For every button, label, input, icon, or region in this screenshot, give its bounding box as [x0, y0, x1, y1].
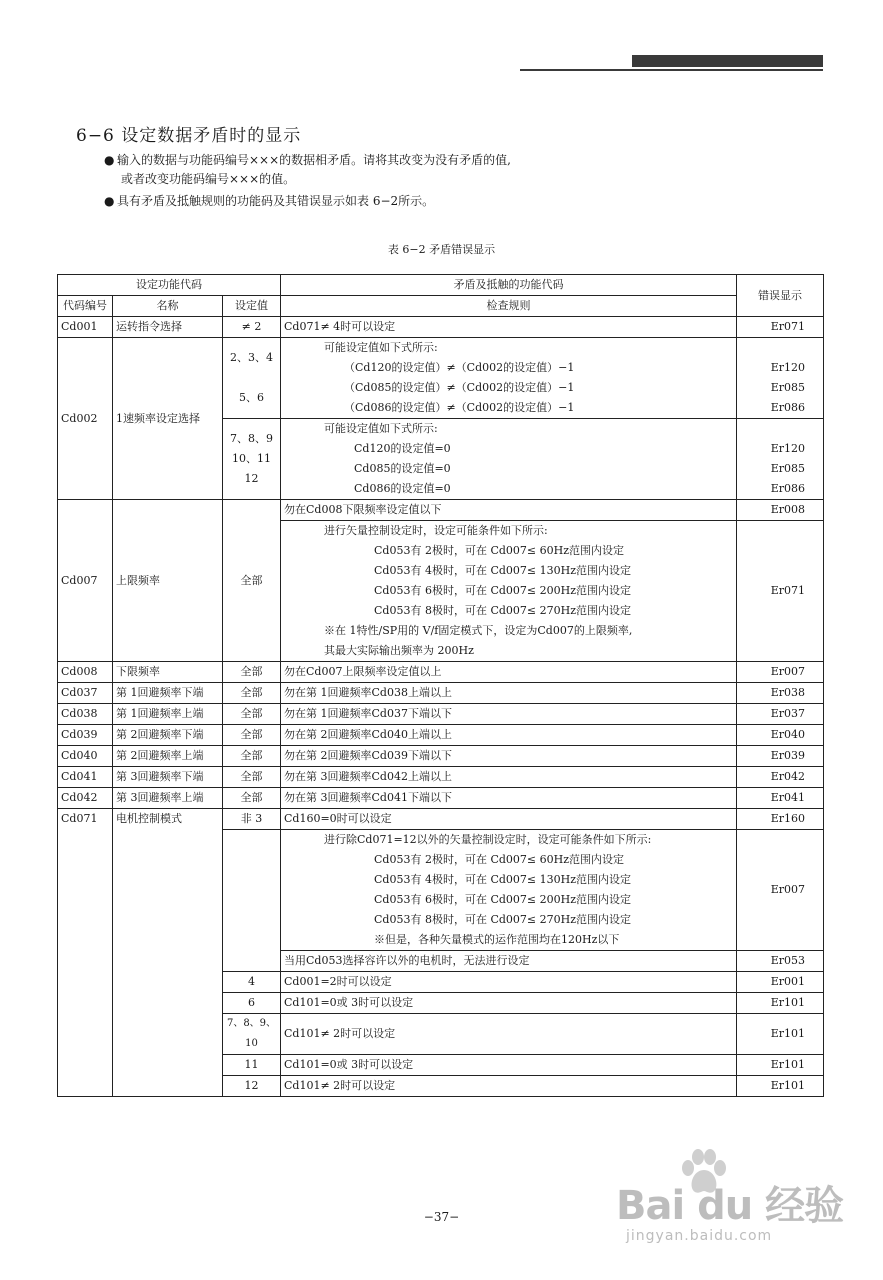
rule-cell: Cd071≠ 4时可以设定 — [281, 317, 737, 338]
rule-cell: Cd101=0或 3时可以设定 — [281, 993, 737, 1014]
error-code: Er085 — [770, 381, 806, 394]
rule-line: ※在 1特性/SP用的 V/f固定模式下，设定为Cd007的上限频率, — [324, 624, 633, 637]
table-row — [58, 704, 824, 725]
rule-line: 可能设定值如下式所示: — [324, 422, 438, 435]
error-cell — [737, 338, 824, 419]
rule-cell: Cd101=0或 3时可以设定 — [281, 1055, 737, 1076]
error-code: Er085 — [770, 462, 806, 475]
header-name: 名称 — [113, 296, 223, 317]
error-cell: Er001 — [737, 972, 824, 993]
value-cell: ≠ 2 — [223, 317, 281, 338]
code-cell: Cd008 — [58, 662, 113, 683]
header-bar — [632, 55, 823, 67]
value-cell: 全部 — [223, 746, 281, 767]
conflict-error-table — [57, 274, 824, 1097]
rule-line: Cd053有 2极时，可在 Cd007≤ 60Hz范围内设定 — [374, 544, 625, 557]
header-group-setting: 设定功能代码 — [58, 275, 281, 296]
page-number: −37− — [423, 1210, 460, 1224]
watermark-url: jingyan.baidu.com — [626, 1228, 773, 1244]
header-rule — [520, 69, 823, 71]
error-cell: Er007 — [737, 662, 824, 683]
rule-line: Cd053有 8极时，可在 Cd007≤ 270Hz范围内设定 — [374, 913, 632, 926]
rule-line: Cd053有 4极时，可在 Cd007≤ 130Hz范围内设定 — [374, 873, 632, 886]
code-cell: Cd038 — [58, 704, 113, 725]
error-code: Er120 — [770, 361, 806, 374]
error-cell: Er071 — [737, 521, 824, 662]
error-cell: Er101 — [737, 1014, 824, 1055]
rule-cell — [281, 830, 737, 951]
header-group-conflict: 矛盾及抵触的功能代码 — [281, 275, 737, 296]
value-cell — [223, 830, 281, 972]
error-cell: Er101 — [737, 1055, 824, 1076]
rule-cell: 勿在第 1回避频率Cd037下端以下 — [281, 704, 737, 725]
table-row — [58, 725, 824, 746]
watermark-brand: Bai du 经验 — [616, 1183, 844, 1229]
value-cell: 全部 — [223, 683, 281, 704]
rule-cell: Cd001=2时可以设定 — [281, 972, 737, 993]
value-cell: 全部 — [223, 767, 281, 788]
value-cell: 全部 — [223, 704, 281, 725]
table-row — [58, 809, 824, 830]
value-cell: 非 3 — [223, 809, 281, 830]
error-cell — [737, 419, 824, 500]
rule-line: 进行矢量控制设定时，设定可能条件如下所示: — [324, 524, 548, 537]
rule-cell: 勿在第 3回避频率Cd041下端以下 — [281, 788, 737, 809]
table-caption: 表 6−2 矛盾错误显示 — [387, 243, 496, 256]
error-cell: Er037 — [737, 704, 824, 725]
value-cell: 7、8、9 10、11 12 — [223, 419, 281, 500]
name-cell: 上限频率 — [113, 500, 223, 662]
name-cell: 第 2回避频率下端 — [113, 725, 223, 746]
rule-cell: 勿在第 2回避频率Cd039下端以下 — [281, 746, 737, 767]
error-cell: Er160 — [737, 809, 824, 830]
error-cell: Er101 — [737, 1076, 824, 1097]
rule-line: Cd085的设定值=0 — [354, 462, 451, 475]
header-value: 设定值 — [223, 296, 281, 317]
error-cell: Er042 — [737, 767, 824, 788]
rule-cell: 当用Cd053选择容许以外的电机时，无法进行设定 — [281, 951, 737, 972]
rule-cell — [281, 419, 737, 500]
bullet-1-line1: 输入的数据与功能码编号×××的数据相矛盾。请将其改变为没有矛盾的值, — [117, 153, 511, 167]
bullet-2 — [104, 191, 434, 211]
value-cell: 全部 — [223, 788, 281, 809]
error-cell: Er040 — [737, 725, 824, 746]
rule-line: Cd053有 6极时，可在 Cd007≤ 200Hz范围内设定 — [374, 893, 632, 906]
name-cell: 第 1回避频率上端 — [113, 704, 223, 725]
value-cell: 全部 — [223, 725, 281, 746]
rule-cell — [281, 521, 737, 662]
rule-cell — [281, 338, 737, 419]
name-cell: 第 2回避频率上端 — [113, 746, 223, 767]
header-error-display: 错误显示 — [737, 275, 824, 317]
error-cell: Er053 — [737, 951, 824, 972]
rule-line: 进行除Cd071=12以外的矢量控制设定时，设定可能条件如下所示: — [324, 833, 652, 846]
value-cell: 6 — [223, 993, 281, 1014]
bullet-1-cont: 或者改变功能码编号×××的值。 — [121, 172, 296, 186]
error-cell: Er007 — [737, 830, 824, 951]
rule-line: Cd086的设定值=0 — [354, 482, 451, 495]
rule-line: ※但是，各种矢量模式的运作范围均在120Hz以下 — [374, 933, 620, 946]
code-cell: Cd042 — [58, 788, 113, 809]
rule-line: Cd120的设定值=0 — [354, 442, 451, 455]
name-cell: 运转指令选择 — [113, 317, 223, 338]
table-row — [58, 500, 824, 521]
table-row — [58, 788, 824, 809]
rule-cell: 勿在第 3回避频率Cd042上端以上 — [281, 767, 737, 788]
rule-line: 可能设定值如下式所示: — [324, 341, 438, 354]
code-cell: Cd071 — [58, 809, 113, 1097]
name-cell: 第 3回避频率上端 — [113, 788, 223, 809]
error-cell: Er071 — [737, 317, 824, 338]
bullet-dot-icon: ● — [104, 153, 115, 167]
code-cell: Cd039 — [58, 725, 113, 746]
rule-line: 其最大实际输出频率为 200Hz — [324, 644, 474, 657]
rule-line: （Cd085的设定值）≠（Cd002的设定值）−1 — [344, 381, 575, 394]
table-row — [58, 746, 824, 767]
code-cell: Cd001 — [58, 317, 113, 338]
header-code: 代码编号 — [58, 296, 113, 317]
code-cell: Cd041 — [58, 767, 113, 788]
rule-cell: Cd101≠ 2时可以设定 — [281, 1014, 737, 1055]
table-row — [58, 683, 824, 704]
rule-cell: 勿在第 2回避频率Cd040上端以上 — [281, 725, 737, 746]
header-rule: 检查规则 — [281, 296, 737, 317]
bullet-1 — [104, 150, 511, 170]
rule-cell: 勿在Cd008下限频率设定值以下 — [281, 500, 737, 521]
value-cell: 全部 — [223, 662, 281, 683]
name-cell: 电机控制模式 — [113, 809, 223, 1097]
value-cell: 2、3、4 5、6 — [223, 338, 281, 419]
value-cell: 12 — [223, 1076, 281, 1097]
error-cell: Er041 — [737, 788, 824, 809]
name-cell: 1速频率设定选择 — [113, 338, 223, 500]
section-title: 6−6 设定数据矛盾时的显示 — [76, 126, 302, 146]
error-cell: Er101 — [737, 993, 824, 1014]
rule-line: Cd053有 2极时，可在 Cd007≤ 60Hz范围内设定 — [374, 853, 625, 866]
value-cell: 4 — [223, 972, 281, 993]
error-code: Er120 — [770, 442, 806, 455]
rule-cell: Cd160=0时可以设定 — [281, 809, 737, 830]
name-cell: 第 1回避频率下端 — [113, 683, 223, 704]
value-cell: 全部 — [223, 500, 281, 662]
table-row — [58, 767, 824, 788]
rule-line: Cd053有 6极时，可在 Cd007≤ 200Hz范围内设定 — [374, 584, 632, 597]
code-cell: Cd040 — [58, 746, 113, 767]
bullet-2-line1: 具有矛盾及抵触规则的功能码及其错误显示如表 6−2所示。 — [117, 194, 435, 208]
rule-line: （Cd120的设定值）≠（Cd002的设定值）−1 — [344, 361, 575, 374]
code-cell: Cd002 — [58, 338, 113, 500]
watermark — [616, 1148, 856, 1258]
rule-cell: Cd101≠ 2时可以设定 — [281, 1076, 737, 1097]
code-cell: Cd037 — [58, 683, 113, 704]
table-row — [58, 338, 824, 419]
error-cell: Er039 — [737, 746, 824, 767]
rule-cell: 勿在第 1回避频率Cd038上端以上 — [281, 683, 737, 704]
rule-line: Cd053有 8极时，可在 Cd007≤ 270Hz范围内设定 — [374, 604, 632, 617]
rule-line: Cd053有 4极时，可在 Cd007≤ 130Hz范围内设定 — [374, 564, 632, 577]
value-cell: 11 — [223, 1055, 281, 1076]
code-cell: Cd007 — [58, 500, 113, 662]
rule-cell: 勿在Cd007上限频率设定值以上 — [281, 662, 737, 683]
name-cell: 第 3回避频率下端 — [113, 767, 223, 788]
error-code: Er086 — [770, 482, 806, 495]
rule-line: （Cd086的设定值）≠（Cd002的设定值）−1 — [344, 401, 575, 414]
value-cell: 7、8、9、10 — [223, 1014, 281, 1055]
error-cell: Er008 — [737, 500, 824, 521]
bullet-dot-icon: ● — [104, 194, 115, 208]
error-code: Er086 — [770, 401, 806, 414]
table-row — [58, 662, 824, 683]
error-cell: Er038 — [737, 683, 824, 704]
table-row — [58, 317, 824, 338]
name-cell: 下限频率 — [113, 662, 223, 683]
